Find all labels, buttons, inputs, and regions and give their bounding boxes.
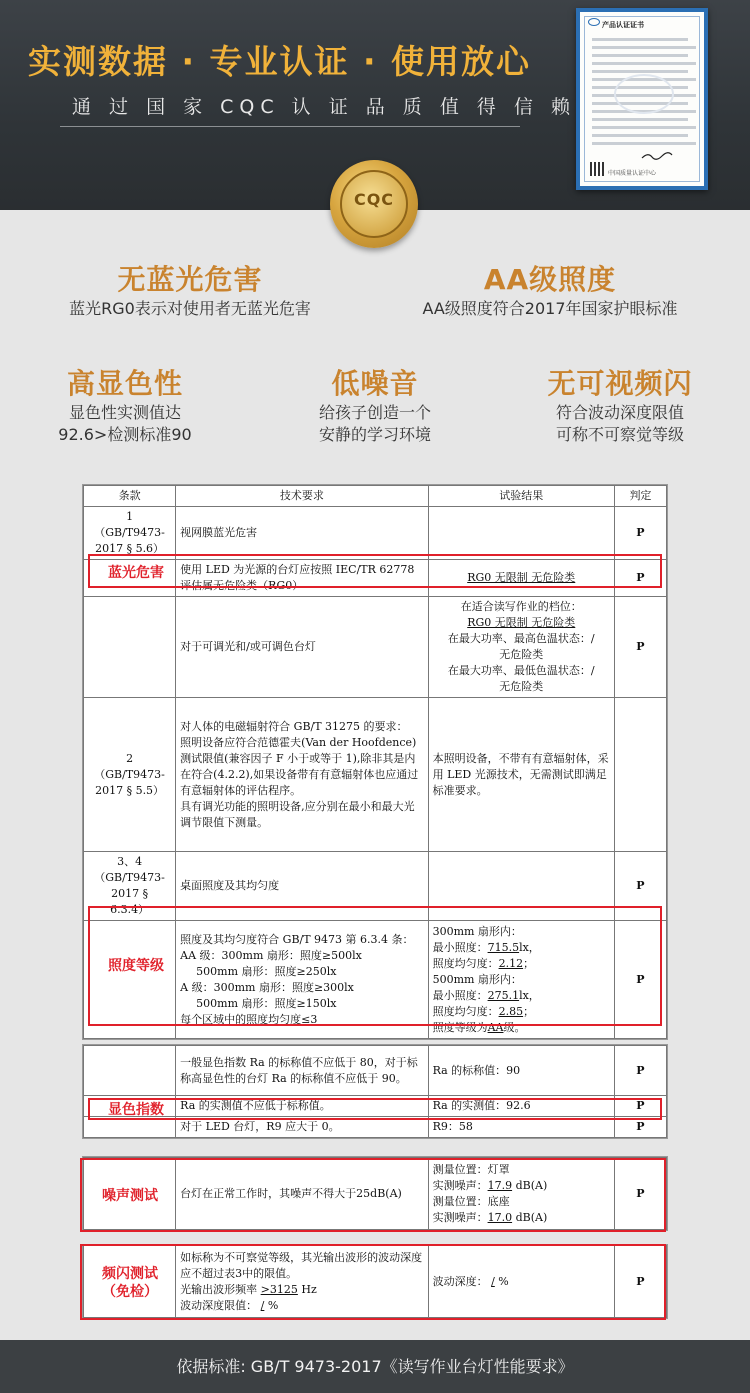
table-row [84,698,667,852]
clause-cell: 2 （GB/T9473- 2017 § 5.5） [84,698,176,852]
requirement-cell: 照度及其均匀度符合 GB/T 9473 第 6.3.4 条： AA 级：300mm 扇形：照度≥500lx 500mm 扇形：照度≥250lx A 级：300mm 扇形：照度≥300lx 500mm 扇形：照度≥150lx 每个区域中的照度均匀度≤3 [176,921,428,1039]
qr-code-icon [590,162,604,176]
verdict-cell: P [614,1096,666,1117]
medal-text: CQC [353,190,395,209]
requirement-cell: 对于可调光和/或可调色台灯 [176,597,428,698]
requirement-cell: Ra 的实测值不应低于标称值。 [176,1096,428,1117]
result-cell: 本照明设备，不带有有意辐射体，采用 LED 光源技术，无需测试即满足标准要求。 [428,698,614,852]
table-row [84,852,667,921]
result-cell [428,507,614,560]
feature-no-blue-light [40,258,340,320]
table-row [84,921,667,1039]
banner-title: 实测数据 · 专业认证 · 使用放心 [28,42,532,81]
divider [60,126,520,127]
clause-cell [84,921,176,1039]
label-illuminance: 照度等级 [108,957,164,973]
clause-cell: 3、4 （GB/T9473- 2017 § 6.3.4） [84,852,176,921]
feature-aa-illuminance [400,258,700,320]
feature-title: 无蓝光危害 [117,263,263,296]
feature-desc: 蓝光RG0表示对使用者无蓝光危害 [69,299,311,318]
requirement-cell: 对人体的电磁辐射符合 GB/T 31275 的要求： 照明设备应符合范德霍夫(Van der Hoofdence)测试限值(兼容因子 F 小于或等于 1),除非其是内在符合(4.2.2),如果设备带有有意辐射体也应通过有意辐射体的评估程序。 具有调光功能的照明设备,应分别在最小和最大光调节限值下测量。 [176,698,428,852]
result-cell: 在适合读写作业的档位： RG0 无限制 无危险类 在最大功率、最高色温状态：/ 无危险类 在最大功率、最低色温状态：/ 无危险类 [428,597,614,698]
verdict-cell: P [614,560,666,597]
verdict-cell: P [614,507,666,560]
verdict-cell: P [614,921,666,1039]
feature-title: AA级照度 [483,263,617,296]
banner-subtitle: 通 过 国 家 CQC 认 证 品 质 值 得 信 赖 [72,96,576,118]
table-row [84,507,667,560]
feature-high-cri [40,362,210,446]
feature-low-noise [290,362,460,446]
signature-icon [640,150,674,162]
requirement-cell: 对于 LED 台灯，R9 应大于 0。 [176,1117,428,1138]
requirement-cell: 桌面照度及其均匀度 [176,852,428,921]
header-clause: 条款 [84,486,176,507]
requirement-cell: 台灯在正常工作时，其噪声不得大于25dB(A) [176,1158,428,1230]
result-cell: RG0 无限制 无危险类 [428,560,614,597]
clause-cell [84,1046,176,1096]
feature-title: 无可视频闪 [547,367,693,400]
result-cell: 波动深度： / % [428,1246,614,1318]
table-header-row [84,486,667,507]
verdict-cell: P [614,1117,666,1138]
feature-no-flicker [520,362,720,446]
label-flicker: 频闪测试 （免检） [102,1265,158,1299]
header-verdict: 判定 [614,486,666,507]
table-row [84,597,667,698]
result-cell [428,852,614,921]
result-cell: 测量位置：灯罩 实测噪声：17.9 dB(A) 测量位置：底座 实测噪声：17.0 dB(A) [428,1158,614,1230]
label-blue-light: 蓝光危害 [108,564,164,580]
feature-desc: 安静的学习环境 [318,425,431,444]
cqc-logo-icon [588,18,600,26]
verdict-cell: P [614,1246,666,1318]
requirement-cell: 如标称为不可察觉等级，其光输出波形的波动深度应不超过表3中的限值。 光输出波形频率 >3125 Hz 波动深度限值： / % [176,1246,428,1318]
certificate-watermark [614,74,674,114]
result-cell: Ra 的标称值：90 [428,1046,614,1096]
verdict-cell: P [614,597,666,698]
clause-cell [84,597,176,698]
test-report-table-2 [82,1044,668,1139]
verdict-cell: P [614,1158,666,1230]
certificate-heading: 产品认证证书 [602,21,644,29]
verdict-cell [614,698,666,852]
requirement-cell: 视网膜蓝光危害 [176,507,428,560]
feature-desc: 显色性实测值达 [68,403,181,422]
clause-cell [84,1117,176,1138]
verdict-cell: P [614,1046,666,1096]
feature-desc: 可称不可察觉等级 [555,425,684,444]
certificate-org: 中国质量认证中心 [608,170,657,177]
cqc-certificate-image [576,8,708,190]
feature-desc: 92.6>检测标准90 [58,425,192,444]
result-cell: 300mm 扇形内： 最小照度：715.5lx， 照度均匀度：2.12； 500mm 扇形内： 最小照度：275.1lx， 照度均匀度：2.85； 照度等级为AA级。 [428,921,614,1039]
header-result: 试验结果 [428,486,614,507]
header-requirement: 技术要求 [176,486,428,507]
result-cell: Ra 的实测值：92.6 [428,1096,614,1117]
requirement-cell: 一般显色指数 Ra 的标称值不应低于 80，对于标称高显色性的台灯 Ra 的标称值不应低于 90。 [176,1046,428,1096]
requirement-cell: 使用 LED 为光源的台灯应按照 IEC/TR 62778 评估属无危险类（RG0） [176,560,428,597]
feature-title: 高显色性 [66,367,183,400]
feature-desc: 符合波动深度限值 [555,403,684,422]
label-color-index: 显色指数 [108,1101,164,1117]
feature-desc: 给孩子创造一个 [318,403,431,422]
table-row [84,1117,667,1138]
footer-standard: 依据标准: GB/T 9473-2017《读写作业台灯性能要求》 [0,1340,750,1393]
feature-title: 低噪音 [331,367,419,400]
cqc-medal-icon [330,160,418,248]
table-row [84,1046,667,1096]
result-cell: R9：58 [428,1117,614,1138]
feature-desc: AA级照度符合2017年国家护眼标准 [422,299,678,318]
label-noise: 噪声测试 [102,1187,158,1203]
clause-cell: 1 （GB/T9473- 2017 § 5.6） [84,507,176,560]
verdict-cell: P [614,852,666,921]
